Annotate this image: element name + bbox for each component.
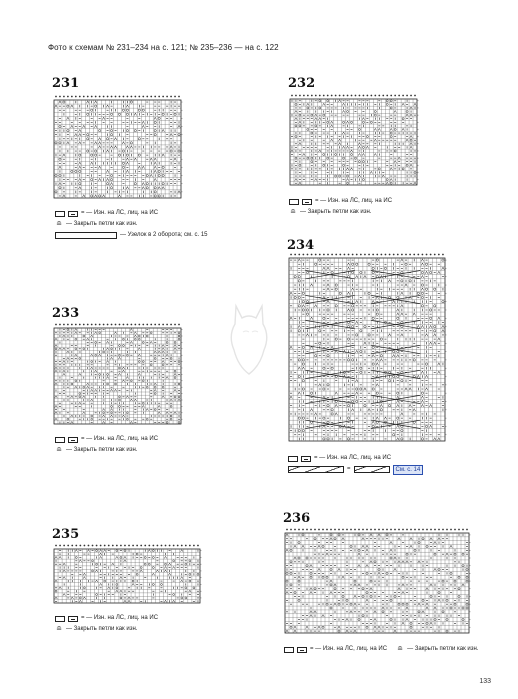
chart-231-number: 231 [52,76,80,91]
chart-234-legend [288,453,423,475]
chart-232-grid [288,93,419,191]
watermark-cat-icon [226,296,272,380]
bind-off-icon: ≘ [56,221,62,228]
knot-swatch-icon [55,232,117,239]
purl-swatch-icon [288,456,298,462]
bind-off-icon: ≘ [290,209,296,216]
legend-bind-off: — Закрыть петли как изн. [66,626,138,632]
chart-231-legend [55,208,208,241]
purl-swatch-icon [55,437,65,443]
legend-purl-knit: = — Изн. на ЛС, лиц. на ИС [81,436,159,442]
legend-equals: = [347,466,351,472]
bind-off-icon: ≘ [397,646,403,653]
legend-purl-knit: = — Изн. на ЛС, лиц. на ИС [81,615,159,621]
chart-235-number: 235 [52,527,80,542]
purl-swatch-icon [289,199,299,205]
legend-purl-knit: = — Изн. на ЛС, лиц. на ИС [314,455,392,461]
knit-purl-swatch-icon [301,456,311,462]
legend-purl-knit: = — Изн. на ЛС, лиц. на ИС [81,210,159,216]
knit-purl-swatch-icon [68,437,78,443]
cable-left-swatch-icon [288,466,344,473]
purl-swatch-icon [284,647,294,653]
see-page-link[interactable]: См. с. 14 [393,465,424,475]
purl-swatch-icon [55,211,65,217]
legend-bind-off: — Закрыть петли как изн. [66,221,138,227]
knit-purl-swatch-icon [297,647,307,653]
chart-236-legend [284,644,479,655]
chart-232-number: 232 [288,76,316,91]
bind-off-icon: ≘ [56,447,62,454]
chart-236-grid [283,527,471,639]
knit-purl-swatch-icon [68,211,78,217]
legend-bind-off: — Закрыть петли как изн. [407,646,479,652]
legend-bind-off: — Закрыть петли как изн. [300,209,372,215]
purl-swatch-icon [55,616,65,622]
chart-233-legend [55,434,158,456]
chart-231-grid [52,94,183,204]
chart-234-number: 234 [287,238,315,253]
chart-235-grid [52,543,202,609]
chart-233-grid [52,322,183,430]
knit-purl-swatch-icon [302,199,312,205]
page-header: Фото к схемам № 231–234 на с. 121; № 235–236 — на с. 122 [48,43,279,52]
chart-236-number: 236 [283,511,311,526]
bind-off-icon: ≘ [56,626,62,633]
chart-232-legend [289,196,392,218]
chart-233-number: 233 [52,306,80,321]
legend-purl-knit: = — Изн. на ЛС, лиц. на ИС [310,646,388,652]
legend-purl-knit: = — Изн. на ЛС, лиц. на ИС [315,198,393,204]
page-number: 133 [479,678,491,685]
legend-knot: — Узелок в 2 оборота; см. с. 15 [120,232,208,238]
cable-right-swatch-icon [354,466,390,473]
knit-purl-swatch-icon [68,616,78,622]
legend-bind-off: — Закрыть петли как изн. [66,447,138,453]
chart-235-legend [55,613,158,635]
chart-234-grid [287,252,447,447]
